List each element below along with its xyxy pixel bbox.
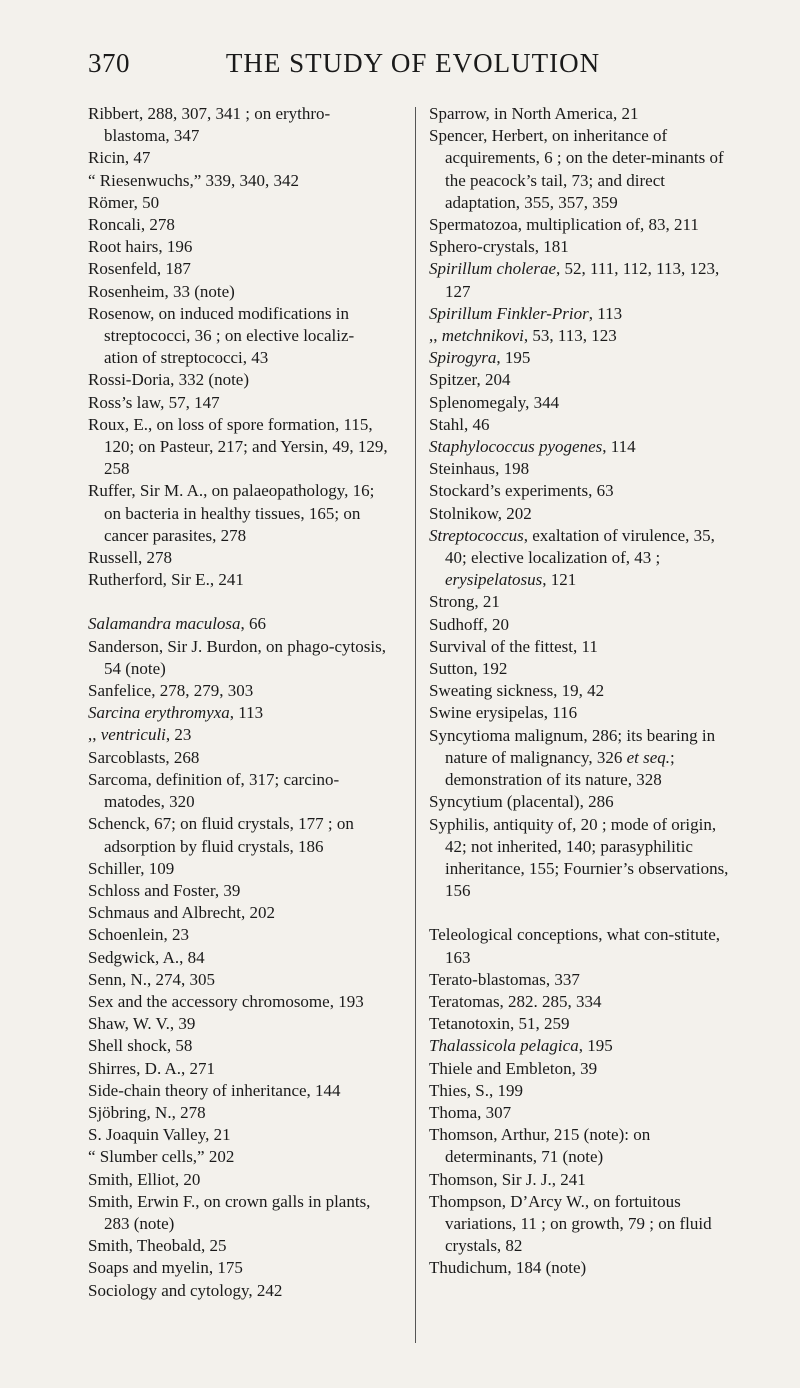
index-entry: Root hairs, 196 xyxy=(88,237,193,257)
index-entry: Stockard’s experiments, 63 xyxy=(429,481,614,501)
index-entry: Steinhaus, 198 xyxy=(429,459,530,479)
index-entry: Spirillum cholerae, 52, 111, 112, 113, 123, 127 xyxy=(429,259,720,301)
index-entry: ,, ventriculi, 23 xyxy=(88,725,192,745)
index-entry: Ross’s law, 57, 147 xyxy=(88,392,220,412)
left-column xyxy=(88,103,388,1302)
index-entry: Sarcoma, definition of, 317; carcino-matodes, 320 xyxy=(88,769,340,812)
index-entry: Spirillum Finkler-Prior, 113 xyxy=(429,303,623,323)
running-title: THE STUDY OF EVOLUTION xyxy=(225,48,601,78)
index-columns xyxy=(88,103,729,1358)
index-entry: Streptococcus, exaltation of virulence, 35, 40; elective localization of, 43 ; erysipelatosus, 121 xyxy=(429,525,715,590)
index-entry: Strong, 21 xyxy=(429,592,500,612)
index-entry: Schloss and Foster, 39 xyxy=(88,880,241,900)
index-entry: Syphilis, antiquity of, 20 ; mode of origin, 42; not inherited, 140; parasyphilitic inheritance, 155; Fournier’s observations, 156 xyxy=(429,814,729,901)
column-divider xyxy=(415,107,416,1343)
index-entry: Shirres, D. A., 271 xyxy=(88,1058,216,1078)
index-entry: Thoma, 307 xyxy=(429,1102,512,1122)
index-entry: Thiele and Embleton, 39 xyxy=(429,1058,598,1078)
index-entry: Schenck, 67; on fluid crystals, 177 ; on adsorption by fluid crystals, 186 xyxy=(88,814,354,856)
index-entry: Rosenheim, 33 (note) xyxy=(88,281,235,301)
index-entry: Sutton, 192 xyxy=(429,659,508,679)
index-entry: Splenomegaly, 344 xyxy=(429,392,560,412)
index-entry: Thudichum, 184 (note) xyxy=(429,1258,587,1278)
index-entry: Rutherford, Sir E., 241 xyxy=(88,570,244,590)
index-entry: Thies, S., 199 xyxy=(429,1080,523,1100)
index-entry: Sphero-crystals, 181 xyxy=(429,237,569,257)
index-entry: Spitzer, 204 xyxy=(429,370,511,390)
index-entry: Shaw, W. V., 39 xyxy=(88,1014,196,1034)
index-entry: Rosenfeld, 187 xyxy=(88,259,191,279)
index-entry: Ruffer, Sir M. A., on palaeopathology, 16; on bacteria in healthy tissues, 165; on cancer parasites, 278 xyxy=(88,481,375,545)
index-entry: Sparrow, in North America, 21 xyxy=(429,104,639,123)
index-entry: Stahl, 46 xyxy=(429,414,490,434)
index-entry: Schmaus and Albrecht, 202 xyxy=(88,903,275,923)
index-entry: Sudhoff, 20 xyxy=(429,614,509,634)
index-entry: Ribbert, 288, 307, 341 ; on erythro-blastoma, 347 xyxy=(88,104,331,146)
right-column xyxy=(429,103,729,1280)
index-entry: Roncali, 278 xyxy=(88,215,175,235)
index-entry: Thomson, Sir J. J., 241 xyxy=(429,1169,586,1189)
page-number: 370 xyxy=(88,48,130,78)
index-entry: Teleological conceptions, what con-stitute, 163 xyxy=(429,925,721,967)
index-entry: Sex and the accessory chromosome, 193 xyxy=(88,991,364,1011)
index-entry: Sarcina erythromyxa, 113 xyxy=(88,703,264,723)
index-entry: Smith, Elliot, 20 xyxy=(88,1169,201,1189)
index-entry: “ Slumber cells,” 202 xyxy=(88,1147,235,1167)
index-entry: Spermatozoa, multiplication of, 83, 211 xyxy=(429,215,699,235)
index-entry: Römer, 50 xyxy=(88,192,160,212)
index-entry: Spirogyra, 195 xyxy=(429,348,531,368)
index-entry: Staphylococcus pyogenes, 114 xyxy=(429,437,636,457)
index-entry: Terato-blastomas, 337 xyxy=(429,969,580,989)
index-entry: Sarcoblasts, 268 xyxy=(88,747,200,767)
index-entry: ,, metchnikovi, 53, 113, 123 xyxy=(429,326,617,346)
index-entry: Teratomas, 282. 285, 334 xyxy=(429,991,602,1011)
index-entry: Salamandra maculosa, 66 xyxy=(88,614,267,634)
index-entry: Schiller, 109 xyxy=(88,858,175,878)
index-entry: Russell, 278 xyxy=(88,548,173,568)
index-entry: Senn, N., 274, 305 xyxy=(88,969,216,989)
index-entry: Rosenow, on induced modifications in streptococci, 36 ; on elective localiz-ation of streptococci, 43 xyxy=(88,303,355,368)
index-entry: Thompson, D’Arcy W., on fortuitous variations, 11 ; on growth, 79 ; on fluid crystals, 82 xyxy=(429,1191,712,1256)
index-entry: Ricin, 47 xyxy=(88,148,151,168)
index-entry: Schoenlein, 23 xyxy=(88,925,190,945)
index-entry: Side-chain theory of inheritance, 144 xyxy=(88,1080,341,1100)
index-entry: S. Joaquin Valley, 21 xyxy=(88,1125,231,1145)
index-entry: Rossi-Doria, 332 (note) xyxy=(88,370,250,390)
index-entry: Soaps and myelin, 175 xyxy=(88,1258,243,1278)
index-entry: Roux, E., on loss of spore formation, 115, 120; on Pasteur, 217; and Yersin, 49, 129, 258 xyxy=(88,414,388,479)
index-entry: Sanderson, Sir J. Burdon, on phago-cytosis, 54 (note) xyxy=(88,636,386,678)
index-entry: “ Riesenwuchs,” 339, 340, 342 xyxy=(88,170,300,190)
index-entry: Syncytioma malignum, 286; its bearing in nature of malignancy, 326 et seq.; demonstration of its nature, 328 xyxy=(429,725,716,790)
index-entry: Shell shock, 58 xyxy=(88,1036,193,1056)
index-entry: Syncytium (placental), 286 xyxy=(429,792,614,812)
index-entry: Sedgwick, A., 84 xyxy=(88,947,205,967)
index-entry: Spencer, Herbert, on inheritance of acquirements, 6 ; on the deter-minants of the peacock’s tail, 73; and direct adaptation, 355, 357, 359 xyxy=(429,126,724,212)
index-entry: Thalassicola pelagica, 195 xyxy=(429,1036,613,1056)
index-entry: Thomson, Arthur, 215 (note): on determinants, 71 (note) xyxy=(429,1125,651,1167)
index-entry: Smith, Erwin F., on crown galls in plants, 283 (note) xyxy=(88,1191,371,1233)
index-entry: Sweating sickness, 19, 42 xyxy=(429,681,605,701)
index-entry: Sanfelice, 278, 279, 303 xyxy=(88,681,254,701)
index-entry: Smith, Theobald, 25 xyxy=(88,1236,227,1256)
index-entry: Sociology and cytology, 242 xyxy=(88,1280,283,1300)
index-entry: Tetanotoxin, 51, 259 xyxy=(429,1014,570,1034)
index-entry: Survival of the fittest, 11 xyxy=(429,636,598,656)
index-entry: Swine erysipelas, 116 xyxy=(429,703,578,723)
index-entry: Sjöbring, N., 278 xyxy=(88,1102,206,1122)
page-header xyxy=(88,48,698,88)
index-entry: Stolnikow, 202 xyxy=(429,503,532,523)
